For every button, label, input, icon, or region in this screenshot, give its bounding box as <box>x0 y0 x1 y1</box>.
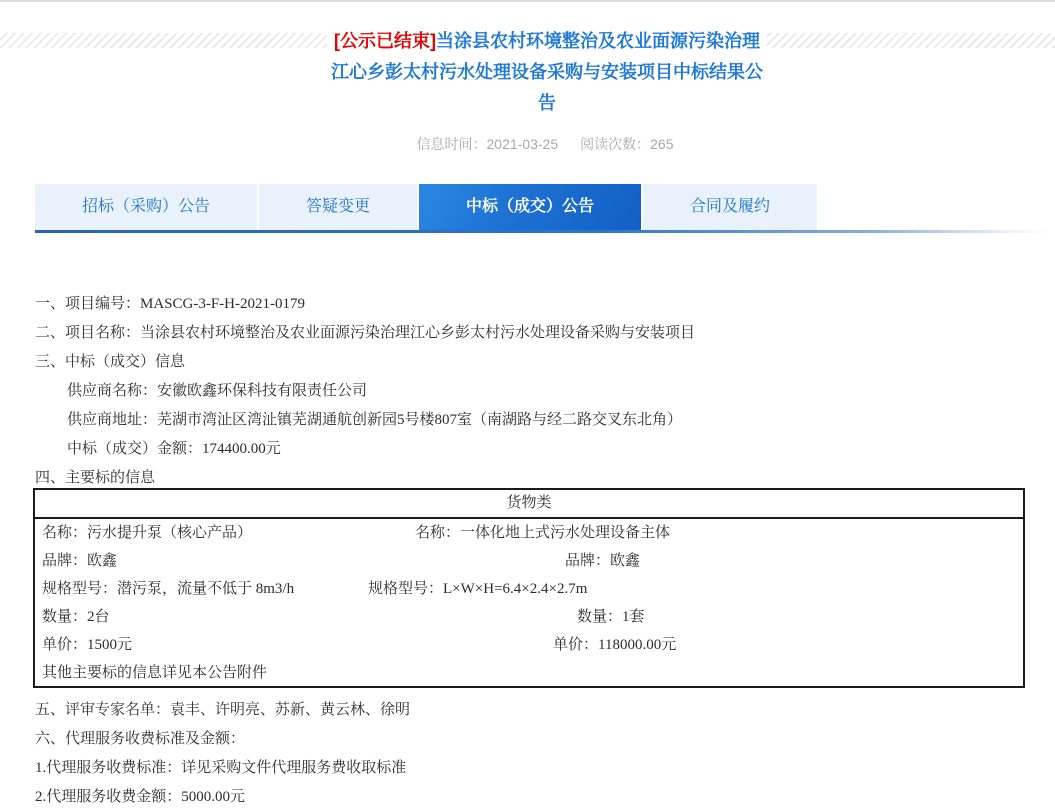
agency-fee-heading: 六、代理服务收费标准及金额： <box>35 731 246 747</box>
read-count: 阅读次数：265 <box>580 136 674 152</box>
meta-info-bar <box>35 134 1055 154</box>
tab-award-notice-active[interactable]: 中标（成交）公告 <box>419 184 641 230</box>
other-info-cell: 其他主要标的信息详见本公告附件 <box>42 665 268 681</box>
item2-price-cell: 单价：118000.00元 <box>553 637 677 653</box>
item2-name-cell: 名称：一体化地上式污水处理设备主体 <box>415 525 671 541</box>
item1-brand-cell: 品牌：欧鑫 <box>42 553 118 569</box>
page-title <box>327 26 767 119</box>
project-name-line: 二、项目名称：当涂县农村环境整治及农业面源污染治理江心乡彭太村污水处理设备采购与安装项目 <box>35 325 696 341</box>
item1-price-cell: 单价：1500元 <box>42 637 133 653</box>
experts-line: 五、评审专家名单：袁丰、许明亮、苏新、黄云林、徐明 <box>35 702 411 718</box>
info-time: 信息时间：2021-03-25 <box>416 136 559 152</box>
goods-table <box>33 488 1025 688</box>
top-divider <box>0 0 1055 2</box>
table-row-brand <box>35 547 1023 575</box>
tab-bar <box>35 184 819 230</box>
item2-quantity-cell: 数量：1套 <box>577 609 645 625</box>
award-info-heading: 三、中标（成交）信息 <box>35 354 186 370</box>
table-row-quantity <box>35 603 1023 631</box>
item1-name-cell: 名称：污水提升泵（核心产品） <box>42 525 253 541</box>
page-title-text: 当涂县农村环境整治及农业面源污染治理江心乡彭太村污水处理设备采购与安装项目中标结果公告 <box>331 31 763 113</box>
tab-qa-changes[interactable]: 答疑变更 <box>259 184 417 230</box>
supplier-name-line: 供应商名称：安徽欧鑫环保科技有限责任公司 <box>67 383 368 399</box>
tab-underline <box>35 230 1055 233</box>
item1-spec-cell: 规格型号：潜污泵，流量不低于 8m3/h <box>42 581 295 597</box>
goods-table-header: 货物类 <box>35 490 1023 519</box>
table-row-spec <box>35 575 1023 603</box>
table-row-name <box>35 519 1023 547</box>
tab-contract-performance[interactable]: 合同及履约 <box>643 184 817 230</box>
item2-brand-cell: 品牌：欧鑫 <box>565 553 641 569</box>
award-amount-line: 中标（成交）金额：174400.00元 <box>67 441 281 457</box>
table-row-other-info <box>35 659 1023 687</box>
main-subject-heading: 四、主要标的信息 <box>35 470 156 486</box>
item1-quantity-cell: 数量：2台 <box>42 609 110 625</box>
table-row-unit-price <box>35 631 1023 659</box>
project-number-line: 一、项目编号：MASCG-3-F-H-2021-0179 <box>35 296 306 312</box>
supplier-address-line: 供应商地址：芜湖市湾沚区湾沚镇芜湖通航创新园5号楼807室（南湖路与经二路交叉东北角） <box>67 412 683 428</box>
tab-bid-procurement-notice[interactable]: 招标（采购）公告 <box>35 184 257 230</box>
agency-fee-standard-line: 1.代理服务收费标准：详见采购文件代理服务费收取标准 <box>35 760 407 776</box>
agency-fee-amount-line: 2.代理服务收费金额：5000.00元 <box>35 789 246 805</box>
item2-spec-cell: 规格型号：L×W×H=6.4×2.4×2.7m <box>368 581 588 597</box>
publicity-status-tag: [公示已结束] <box>334 31 436 51</box>
